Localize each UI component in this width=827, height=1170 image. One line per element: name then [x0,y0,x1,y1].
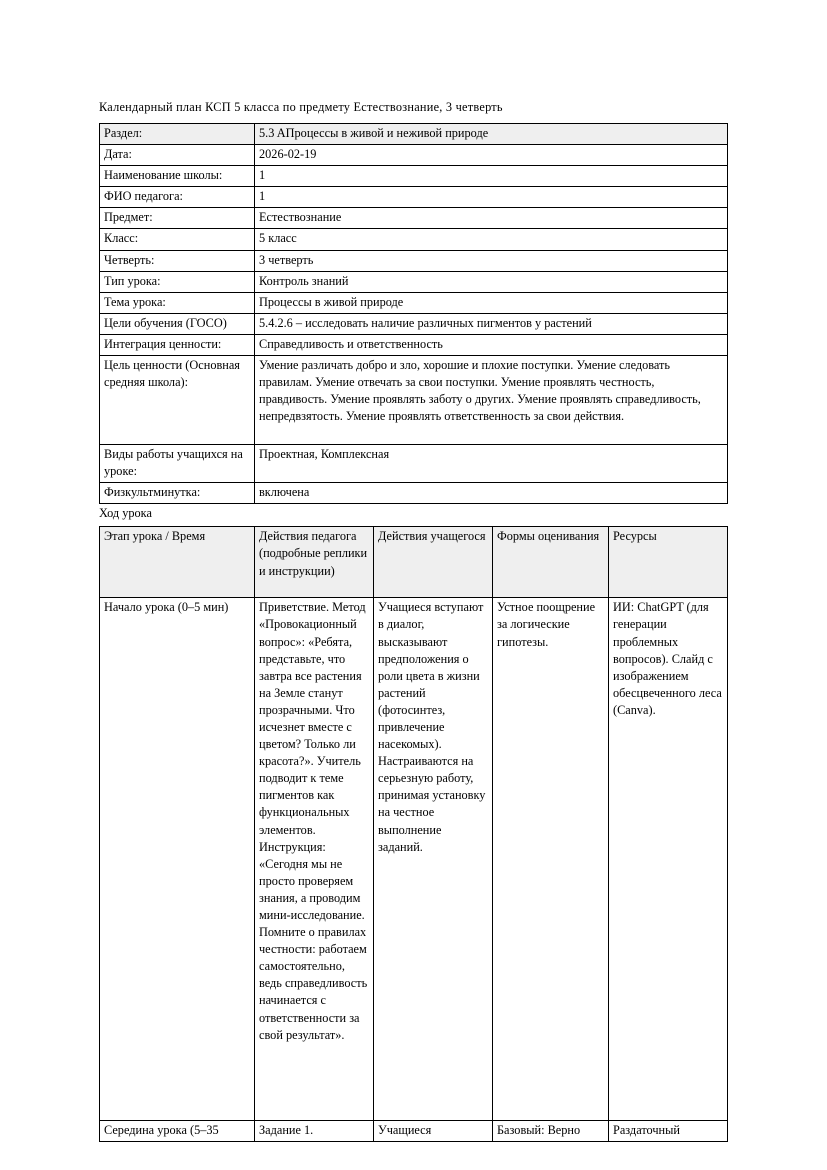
table-header-row [100,527,728,598]
info-row-value: 1 [255,187,728,208]
teacher-actions-cell: Задание 1. [255,1121,374,1142]
table-row [100,334,728,355]
lesson-flow-body [100,598,728,1142]
table-row [100,356,728,445]
table-row [100,124,728,145]
table-row [100,483,728,504]
table-row [100,271,728,292]
table-row [100,208,728,229]
table-row [100,250,728,271]
table-row [100,187,728,208]
info-row-value: 1 [255,166,728,187]
student-actions-cell: Учащиеся вступают в диалог, высказывают предположения о роли цвета в жизни растений (фотосинтез, привлечение насекомых). Настраиваются на серьезную работу, принимая установку на честное выполнение заданий. [374,598,493,1121]
table-row [100,445,728,483]
info-row-label: Цели обучения (ГОСО) [100,313,255,334]
info-row-label: Тип урока: [100,271,255,292]
info-row-value: Контроль знаний [255,271,728,292]
info-row-value: Процессы в живой природе [255,292,728,313]
column-header-teacher-actions: Действия педагога (подробные реплики и инструкции) [255,527,374,598]
info-row-label: Четверть: [100,250,255,271]
table-row [100,313,728,334]
info-row-label: Наименование школы: [100,166,255,187]
info-row-value: 5.4.2.6 – исследовать наличие различных пигментов у растений [255,313,728,334]
teacher-actions-cell: Приветствие. Метод «Провокационный вопрос»: «Ребята, представьте, что завтра все растения на Земле станут прозрачными. Что исчезнет вместе с цветом? Только ли красота?». Учитель подводит к теме пигментов как функциональных элементов. Инструкция: «Сегодня мы не просто проверяем знания, а проводим мини-исследование. Помните о правилах честности: работаем самостоятельно, ведь справедливость начинается с ответственности за свой результат». [255,598,374,1121]
info-row-value: 5.3 AПроцессы в живой и неживой природе [255,124,728,145]
info-row-label: Виды работы учащихся на уроке: [100,445,255,483]
student-actions-cell: Учащиеся [374,1121,493,1142]
info-row-value: Умение различать добро и зло, хорошие и плохие поступки. Умение следовать правилам. Умение отвечать за свои поступки. Умение проявлять честность, правдивость. Умение проявлять заботу о других. Умение проявлять справедливость, непредвзятость. Умение проявлять ответственность за свои действия. [255,356,728,445]
info-row-value: 5 класс [255,229,728,250]
info-row-label: Интеграция ценности: [100,334,255,355]
column-header-student-actions: Действия учащегося [374,527,493,598]
info-row-value: 2026-02-19 [255,145,728,166]
info-row-label: Дата: [100,145,255,166]
lesson-info-table-body [100,124,728,504]
info-row-value: Проектная, Комплексная [255,445,728,483]
table-row [100,598,728,1121]
table-row [100,166,728,187]
table-row [100,292,728,313]
table-row [100,229,728,250]
info-row-label: ФИО педагога: [100,187,255,208]
info-row-label: Цель ценности (Основная средняя школа): [100,356,255,445]
lesson-flow-table [99,526,728,1142]
stage-cell: Начало урока (0–5 мин) [100,598,255,1121]
table-row [100,1121,728,1142]
info-row-value: Справедливость и ответственность [255,334,728,355]
assessment-cell: Устное поощрение за логические гипотезы. [493,598,609,1121]
info-row-label: Тема урока: [100,292,255,313]
info-row-label: Предмет: [100,208,255,229]
info-row-label: Физкультминутка: [100,483,255,504]
column-header-stage: Этап урока / Время [100,527,255,598]
lesson-info-table [99,123,728,504]
info-row-value: 3 четверть [255,250,728,271]
table-row [100,145,728,166]
page-title: Календарный план КСП 5 класса по предмету Естествознание, 3 четверть [99,100,503,114]
info-row-value: Естествознание [255,208,728,229]
column-header-assessment-forms: Формы оценивания [493,527,609,598]
lesson-flow-caption: Ход урока [99,506,152,521]
assessment-cell: Базовый: Верно [493,1121,609,1142]
info-row-value: включена [255,483,728,504]
stage-cell: Середина урока (5–35 [100,1121,255,1142]
resources-cell: Раздаточный [609,1121,728,1142]
resources-cell: ИИ: ChatGPT (для генерации проблемных вопросов). Слайд с изображением обесцвеченного леса (Canva). [609,598,728,1121]
info-row-label: Раздел: [100,124,255,145]
lesson-flow-header [100,527,728,598]
info-row-label: Класс: [100,229,255,250]
column-header-resources: Ресурсы [609,527,728,598]
